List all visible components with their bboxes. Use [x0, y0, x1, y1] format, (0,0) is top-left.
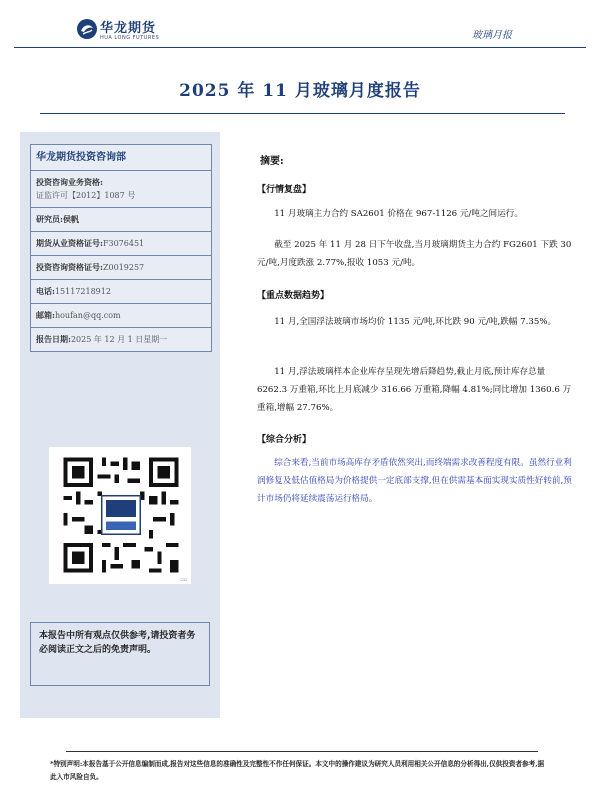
report-title: 2025 年 11 月玻璃月度报告: [179, 81, 421, 101]
summary-heading: 摘要:: [260, 156, 284, 167]
report-date-value: 2025 年 12 月 1 日星期一: [70, 335, 168, 344]
practice-cert-value: F3076451: [102, 239, 145, 248]
phone-row: [31, 280, 211, 304]
consult-cert-label: 投资咨询资格证号:: [36, 262, 103, 272]
section-market-review-heading: 【行情复盘】: [257, 185, 312, 195]
key-data-paragraph-1: 11 月,全国浮法玻璃市场均价 1135 元/吨,环比跌 90 元/吨,跌幅 7.35%。: [274, 317, 557, 327]
practice-cert-row: [31, 232, 211, 256]
phone-label: 电话:: [36, 286, 55, 296]
consult-cert-row: [31, 256, 211, 280]
practice-cert-label: 期货从业资格证号:: [36, 238, 103, 248]
qr-caption-mark: ▫▫: [180, 577, 187, 583]
researcher-label: 研究员:: [36, 214, 63, 224]
company-logo: [76, 16, 226, 50]
report-date-label: 报告日期:: [36, 334, 71, 344]
logo-text-cn: 华龙期货: [100, 21, 157, 36]
section-key-data-heading: 【重点数据趋势】: [257, 291, 330, 301]
footer-disclaimer: *特别声明:本报告基于公开信息编制而成,报告对这些信息的准确性及完整性不作任何保证。本文中的操作建议为研究人员利用相关公开信息的分析得出,仅供投资者参考,据此入市风险自负。: [50, 760, 545, 781]
logo-mark-icon: [76, 18, 98, 40]
key-data-paragraph-2: 11 月,浮法玻璃样本企业库存呈现先增后降趋势,截止月底,预计库存总量 6262.3 万重箱,环比上月底减少 316.66 万重箱,降幅 4.81%;同比增加 1360.6 万重箱,增幅 27.76%。: [257, 367, 572, 413]
report-date-row: [31, 328, 211, 351]
sidebar-disclaimer: 本报告中所有观点仅供参考,请投资者务必阅读正文之后的免责声明。: [30, 622, 210, 686]
email-label: 邮箱:: [36, 310, 55, 320]
consult-cert-value: Z0019257: [102, 263, 145, 272]
report-type-label: 玻璃月报: [472, 30, 512, 41]
phone-value: 15117218912: [54, 287, 111, 296]
section-analysis-heading: 【综合分析】: [257, 435, 312, 445]
footer-divider: [66, 751, 538, 752]
market-review-paragraph-1: 11 月玻璃主力合约 SA2601 价格在 967-1126 元/吨之间运行。: [274, 209, 523, 219]
qualification-value: 证监许可【2012】1087 号: [36, 191, 136, 200]
dept-name: 华龙期货投资咨询部: [31, 145, 211, 171]
market-review-paragraph-2: 截至 2025 年 11 月 28 日下午收盘,当月玻璃期货主力合约 FG2601 下跌 30 元/吨,月度跌涨 2.77%,报收 1053 元/吨。: [257, 240, 572, 268]
researcher-value: 侯帆: [62, 214, 79, 224]
qr-code-card: [49, 447, 191, 584]
qualification-label: 投资咨询业务资格:: [36, 177, 103, 187]
qualification-row: [31, 171, 211, 208]
email-value[interactable]: houfan@qq.com: [54, 311, 121, 320]
researcher-row: [31, 208, 211, 232]
analysis-paragraph: 综合来看,当前市场高库存矛盾依然突出,而终端需求改善程度有限。虽然行业利润修复及低估值格局为价格提供一定底部支撑,但在供需基本面实现实质性好转前,预计市场仍将延续震荡运行格局。: [257, 458, 572, 504]
header-divider: [14, 47, 586, 48]
logo-text-en: HUA LONG FUTURES: [100, 35, 160, 41]
analyst-info-table: [30, 144, 212, 352]
email-row: [31, 304, 211, 328]
qr-code-icon[interactable]: [59, 453, 183, 577]
title-divider: [40, 113, 565, 114]
